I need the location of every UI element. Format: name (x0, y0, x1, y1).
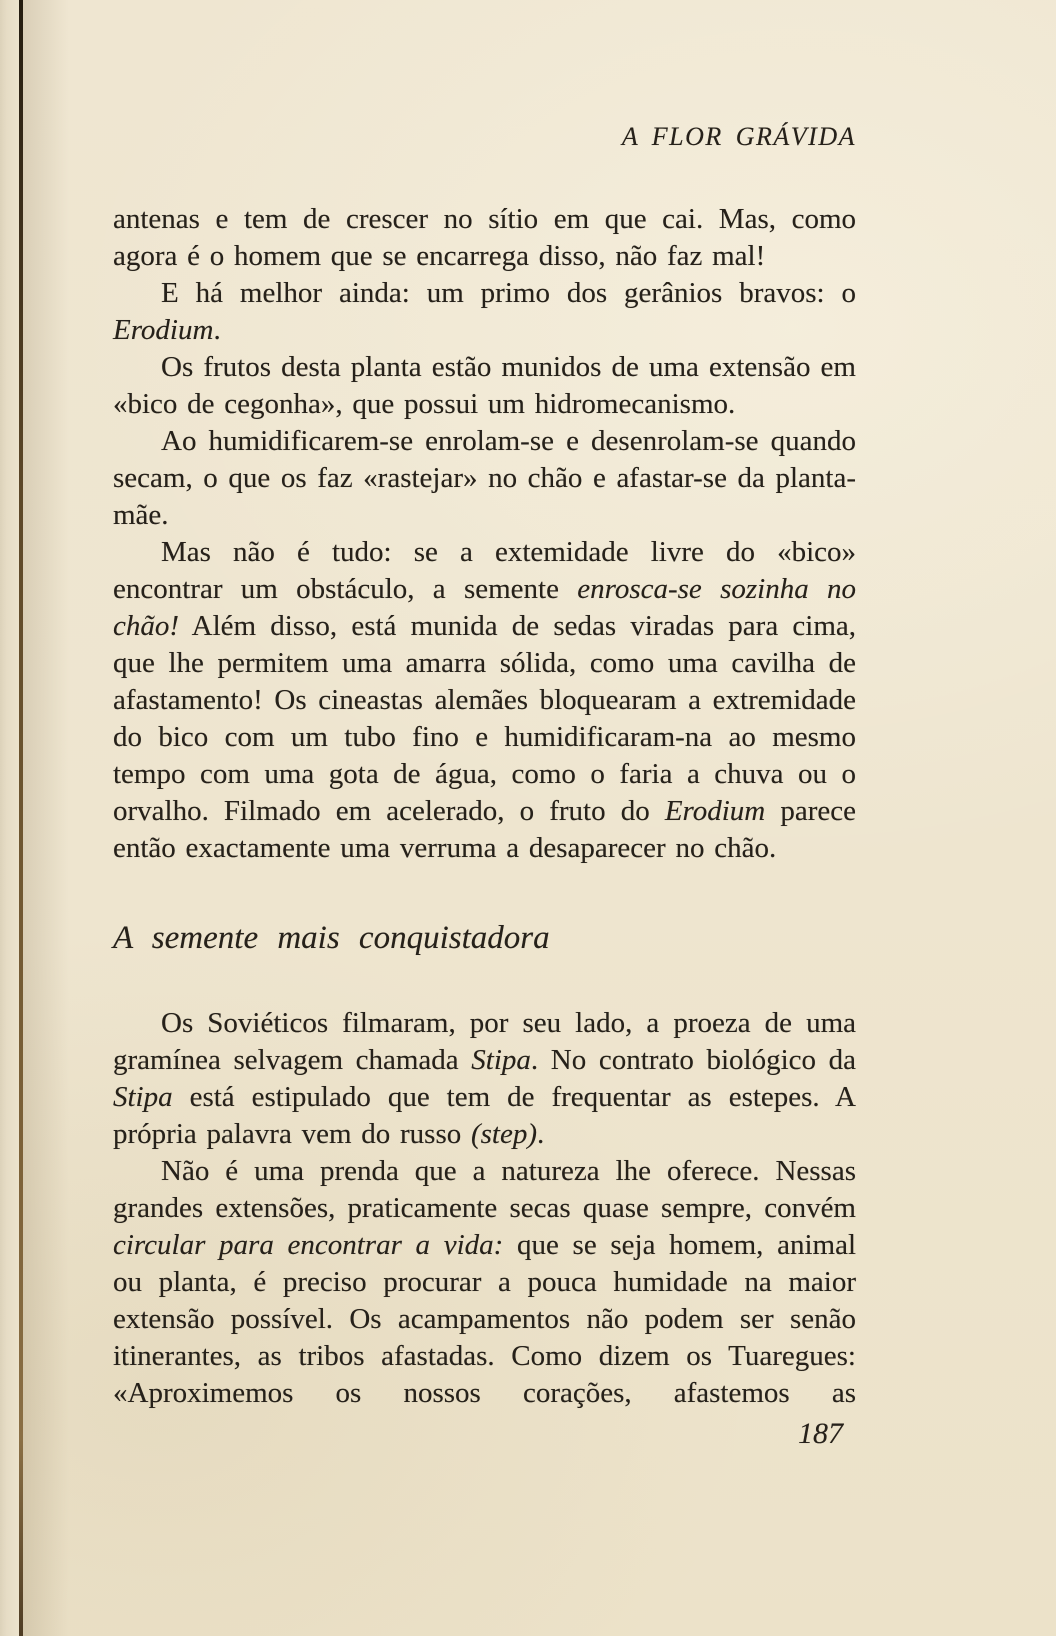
text-run: Os Soviéticos filmaram, por seu lado, a proeza de uma gramínea selvagem chamada (113, 1007, 856, 1076)
page-content (113, 0, 856, 1636)
text-run: que se seja homem, animal ou planta, é preciso procurar a pouca humidade na maior extensão possível. Os acampamentos não podem ser senão itinerantes, as tribos afastadas. Como dizem os Tuaregues: «Aproximemos os nossos corações, afastemos as (113, 1229, 856, 1409)
text-run: . No contrato biológico da (530, 1044, 856, 1076)
text-run: Não é uma prenda que a natureza lhe oferece. Nessas grandes extensões, praticamente secas quase sempre, convém (113, 1155, 856, 1224)
spine-shadow (23, 0, 69, 1636)
running-head: A FLOR GRÁVIDA (621, 122, 856, 151)
paragraph (113, 1005, 856, 1153)
page-number: 187 (798, 1417, 843, 1450)
text-run: Os frutos desta planta estão munidos de uma extensão em «bico de cegonha», que possui um hidromecanismo. (113, 351, 856, 420)
text-run: . (213, 314, 221, 346)
text-run-italic: Stipa (113, 1081, 173, 1113)
paragraph (113, 349, 856, 423)
text-run: Além disso, está munida de sedas viradas para cima, que lhe permitem uma amarra sólida, como uma cavilha de afastamento! Os cineastas alemães bloquearam a extremidade do bico com um tubo fino e humidificaram-na ao mesmo tempo com uma gota de água, como o faria a chuva ou o orvalho. Filmado em acelerado, o fruto do (113, 610, 856, 827)
paragraph (113, 201, 856, 275)
text-run: antenas e tem de crescer no sítio em que cai. Mas, como agora é o homem que se encarrega disso, não faz mal! (113, 203, 856, 272)
text-run-italic: circular para encontrar a vida: (113, 1229, 504, 1261)
text-run-italic: Stipa (471, 1044, 531, 1076)
text-run: parece então exactamente uma verruma a desaparecer no chão. (113, 795, 856, 864)
paragraph (113, 275, 856, 349)
paragraph (113, 423, 856, 534)
text-run-italic: enrosca-se sozinha no chão! (113, 573, 856, 642)
text-run: . (537, 1118, 545, 1150)
paragraph (113, 534, 856, 867)
text-run-italic: Erodium (664, 795, 766, 827)
text-run: Ao humidificarem-se enrolam-se e desenrolam-se quando secam, o que os faz «rastejar» no chão e afastar-se da planta-mãe. (113, 425, 856, 531)
text-run-italic: Erodium (113, 314, 214, 346)
paragraph (113, 1153, 856, 1412)
text-run: Mas não é tudo: se a extemidade livre do «bico» encontrar um obstáculo, a semente (113, 536, 856, 605)
text-run: E há melhor ainda: um primo dos gerânios bravos: o (161, 277, 856, 309)
text-run-italic: (step) (470, 1118, 538, 1150)
page-edge (0, 0, 19, 1636)
text-run: está estipulado que tem de frequentar as estepes. A própria palavra vem do russo (113, 1081, 856, 1150)
section-heading: A semente mais conquistadora (113, 920, 550, 956)
